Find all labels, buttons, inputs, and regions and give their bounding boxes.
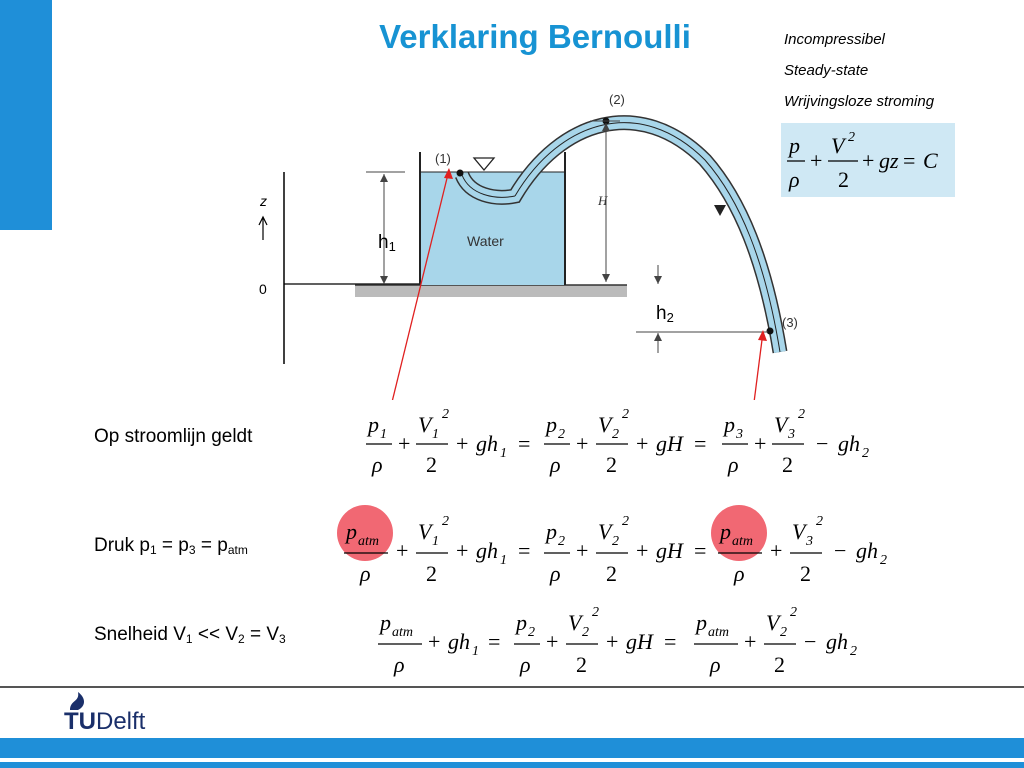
tu-delft-logo: TUDelft: [64, 708, 146, 735]
svg-text:+: +: [428, 629, 441, 654]
svg-text:atm: atm: [708, 625, 729, 640]
svg-text:1: 1: [432, 534, 439, 549]
svg-text:+: +: [606, 629, 619, 654]
point-3-dot: [767, 328, 774, 335]
svg-text:2: 2: [622, 514, 629, 529]
svg-text:+: +: [770, 538, 783, 563]
assumption-incompressible: Incompressibel: [784, 31, 885, 48]
free-surface-marker: [474, 158, 494, 170]
svg-text:−: −: [816, 431, 829, 456]
svg-text:2: 2: [426, 452, 437, 477]
h2-label: $h_2$: [656, 303, 674, 325]
point-3-label: (3): [782, 315, 798, 330]
svg-text:2: 2: [442, 514, 449, 529]
svg-text:ρ: ρ: [789, 167, 800, 192]
assumption-frictionless: Wrijvingsloze stroming: [784, 93, 935, 110]
svg-text:V: V: [774, 412, 788, 437]
H-label: H: [598, 193, 608, 208]
footer-divider: [0, 686, 1024, 688]
point-1-label: (1): [435, 151, 451, 166]
svg-text:1: 1: [380, 427, 387, 442]
svg-text:=: =: [694, 431, 707, 456]
red-arrow-3: [740, 332, 763, 400]
svg-text:V: V: [598, 519, 612, 544]
svg-text:gh: gh: [856, 538, 878, 563]
svg-text:+: +: [396, 538, 409, 563]
svg-text:2: 2: [582, 625, 589, 640]
svg-text:=: =: [518, 538, 531, 563]
svg-text:p: p: [720, 519, 731, 544]
svg-text:=: =: [903, 148, 916, 173]
svg-text:V: V: [792, 519, 806, 544]
svg-text:gh: gh: [476, 431, 498, 456]
svg-text:p: p: [546, 412, 557, 437]
water-label: Water: [467, 233, 504, 249]
svg-text:V: V: [598, 412, 612, 437]
svg-text:2: 2: [442, 407, 449, 422]
point-2-label: (2): [609, 92, 625, 107]
svg-text:2: 2: [426, 561, 437, 586]
svg-text:2: 2: [528, 625, 535, 640]
svg-text:gz: gz: [879, 148, 899, 173]
svg-text:gH: gH: [626, 629, 653, 654]
svg-text:+: +: [754, 431, 767, 456]
assumption-steady-state: Steady-state: [784, 62, 869, 79]
svg-text:+: +: [456, 538, 469, 563]
svg-text:1: 1: [472, 644, 479, 659]
row2-label: Druk $p_1 = p_3 = p_{atm}$: [94, 535, 248, 557]
svg-text:+: +: [456, 431, 469, 456]
z-axis-label: z: [260, 193, 267, 209]
svg-text:ρ: ρ: [710, 652, 721, 677]
svg-text:gh: gh: [826, 629, 848, 654]
svg-text:2: 2: [816, 514, 823, 529]
svg-text:2: 2: [592, 605, 599, 620]
svg-text:2: 2: [576, 652, 587, 677]
svg-text:2: 2: [782, 452, 793, 477]
svg-text:2: 2: [862, 446, 869, 461]
svg-text:−: −: [834, 538, 847, 563]
svg-text:ρ: ρ: [520, 652, 531, 677]
svg-text:2: 2: [850, 644, 857, 659]
svg-text:+: +: [576, 538, 589, 563]
svg-text:ρ: ρ: [734, 561, 745, 586]
svg-text:2: 2: [606, 452, 617, 477]
svg-text:+: +: [576, 431, 589, 456]
equation-row1: [360, 402, 900, 482]
svg-text:2: 2: [848, 130, 855, 145]
svg-text:gh: gh: [838, 431, 860, 456]
svg-text:2: 2: [612, 427, 619, 442]
svg-text:ρ: ρ: [550, 452, 561, 477]
svg-text:p: p: [346, 519, 357, 544]
svg-text:2: 2: [558, 427, 565, 442]
svg-text:ρ: ρ: [394, 652, 405, 677]
svg-text:2: 2: [612, 534, 619, 549]
svg-text:C: C: [923, 148, 938, 173]
svg-text:2: 2: [622, 407, 629, 422]
svg-text:2: 2: [790, 605, 797, 620]
svg-text:ρ: ρ: [360, 561, 371, 586]
svg-text:ρ: ρ: [728, 452, 739, 477]
equation-row2: [332, 505, 902, 590]
ground-hatch: [355, 285, 627, 297]
svg-text:2: 2: [774, 652, 785, 677]
svg-text:+: +: [636, 431, 649, 456]
svg-text:3: 3: [788, 427, 795, 442]
svg-text:V: V: [831, 133, 845, 158]
svg-text:V: V: [418, 412, 432, 437]
svg-text:+: +: [636, 538, 649, 563]
row1-label: Op stroomlijn geldt: [94, 426, 253, 447]
svg-text:atm: atm: [358, 534, 379, 549]
svg-text:2: 2: [558, 534, 565, 549]
svg-text:V: V: [568, 610, 582, 635]
footer-bar: [0, 738, 1024, 758]
svg-text:gh: gh: [448, 629, 470, 654]
svg-text:p: p: [380, 610, 391, 635]
equation-row3: [370, 598, 870, 683]
svg-text:p: p: [696, 610, 707, 635]
svg-text:2: 2: [800, 561, 811, 586]
svg-text:V: V: [418, 519, 432, 544]
svg-text:=: =: [694, 538, 707, 563]
svg-text:gH: gH: [656, 538, 683, 563]
svg-text:1: 1: [500, 553, 507, 568]
svg-text:p: p: [789, 133, 800, 158]
svg-text:=: =: [488, 629, 501, 654]
svg-text:+: +: [398, 431, 411, 456]
svg-text:p: p: [516, 610, 527, 635]
water-tank: [421, 172, 564, 285]
h1-label: $h_1$: [378, 232, 396, 254]
zero-label: 0: [259, 281, 267, 297]
svg-text:p: p: [368, 412, 379, 437]
svg-text:atm: atm: [392, 625, 413, 640]
svg-text:=: =: [664, 629, 677, 654]
svg-text:+: +: [862, 148, 875, 173]
svg-text:+: +: [546, 629, 559, 654]
svg-text:gH: gH: [656, 431, 683, 456]
svg-text:p: p: [724, 412, 735, 437]
svg-text:2: 2: [798, 407, 805, 422]
svg-text:gh: gh: [476, 538, 498, 563]
svg-text:1: 1: [500, 446, 507, 461]
point-1-dot: [457, 170, 464, 177]
svg-text:3: 3: [806, 534, 813, 549]
flow-arrow: [714, 205, 726, 216]
row3-label: Snelheid $V_1 << V_2 = V_3$: [94, 624, 286, 646]
svg-text:ρ: ρ: [372, 452, 383, 477]
svg-text:2: 2: [880, 553, 887, 568]
svg-text:−: −: [804, 629, 817, 654]
svg-text:3: 3: [736, 427, 743, 442]
svg-text:2: 2: [606, 561, 617, 586]
svg-text:V: V: [766, 610, 780, 635]
footer-bar-thin: [0, 762, 1024, 768]
svg-text:2: 2: [780, 625, 787, 640]
svg-text:+: +: [744, 629, 757, 654]
slide-title: Verklaring Bernoulli: [379, 18, 691, 55]
svg-text:p: p: [546, 519, 557, 544]
svg-text:2: 2: [838, 167, 849, 192]
svg-text:ρ: ρ: [550, 561, 561, 586]
svg-text:1: 1: [432, 427, 439, 442]
svg-text:=: =: [518, 431, 531, 456]
svg-text:atm: atm: [732, 534, 753, 549]
svg-text:+: +: [810, 148, 823, 173]
